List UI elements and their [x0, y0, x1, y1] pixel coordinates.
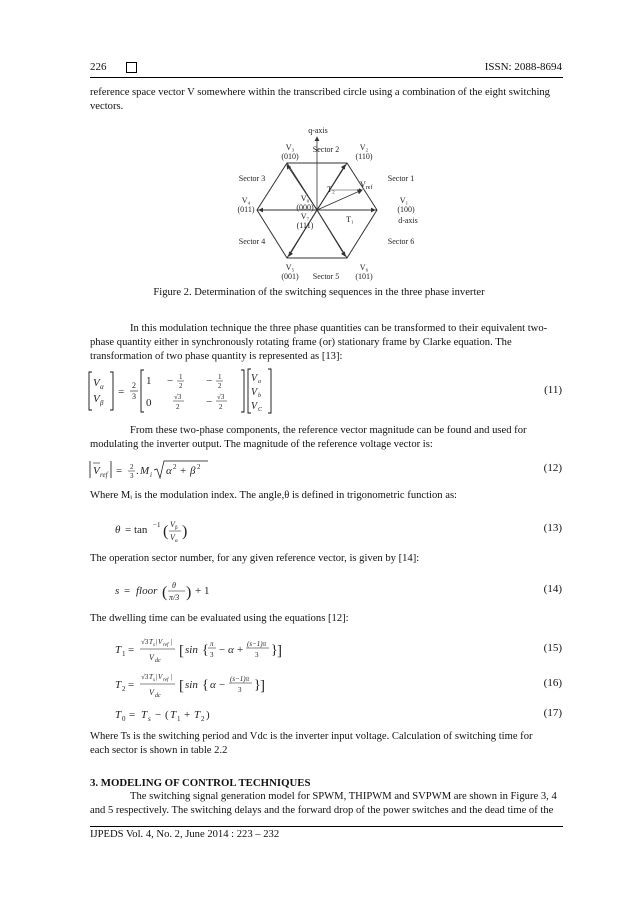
svg-text:=: = — [128, 644, 135, 656]
svg-text:2: 2 — [218, 382, 222, 390]
space-vector-hexagon-diagram — [225, 122, 435, 282]
svg-text:V: V — [93, 465, 100, 477]
svg-text:): ) — [186, 584, 192, 601]
svg-text:√3: √3 — [141, 673, 149, 681]
svg-text:3: 3 — [130, 472, 134, 480]
svg-text:(101): (101) — [355, 272, 373, 281]
eq15-number: (15) — [543, 642, 562, 654]
svg-text:3: 3 — [238, 686, 242, 694]
svg-text:−: − — [167, 375, 174, 387]
svg-text:V₂: V₂ — [359, 143, 369, 152]
svg-text:2: 2 — [201, 715, 205, 723]
svg-text:T: T — [149, 673, 153, 681]
svg-text:[: [ — [179, 643, 184, 659]
svg-text:α: α — [100, 383, 104, 391]
svg-text:(001): (001) — [281, 272, 299, 281]
svg-text:V₇: V₇ — [300, 212, 310, 221]
svg-text:T: T — [194, 709, 201, 721]
svg-text:=: = — [128, 679, 135, 691]
svg-text:1: 1 — [122, 650, 126, 658]
svg-text:0: 0 — [146, 397, 152, 409]
svg-text:|: | — [171, 673, 173, 681]
svg-text:3: 3 — [210, 651, 214, 659]
svg-text:Sector 2: Sector 2 — [312, 145, 340, 154]
svg-text:s: s — [115, 585, 120, 597]
page-number: 226 — [90, 61, 107, 73]
svg-text:|: | — [156, 638, 158, 646]
svg-text:θ: θ — [115, 524, 121, 536]
svg-text:π: π — [210, 640, 214, 648]
svg-text:(s−1)π: (s−1)π — [230, 675, 250, 683]
figure-caption: Figure 2. Determination of the switching sequences in the three phase inverter — [153, 287, 485, 298]
svg-text:1: 1 — [218, 373, 222, 381]
svg-text:α: α — [166, 465, 172, 477]
svg-text:dc: dc — [155, 693, 161, 699]
svg-text:= tan: = tan — [125, 524, 148, 536]
svg-text:2: 2 — [219, 403, 223, 411]
svg-text:V: V — [251, 401, 258, 412]
svg-text:β: β — [190, 465, 196, 477]
svg-text:−: − — [219, 679, 226, 691]
svg-text:β: β — [175, 526, 178, 531]
svg-text:Sector 1: Sector 1 — [387, 174, 415, 183]
svg-text:2: 2 — [176, 403, 180, 411]
svg-text:V₅: V₅ — [285, 263, 295, 272]
svg-text:+: + — [180, 465, 187, 477]
svg-text:2: 2 — [132, 381, 136, 390]
svg-text:): ) — [182, 523, 188, 540]
eq11-number: (11) — [544, 384, 562, 396]
svg-text:V: V — [251, 387, 258, 398]
svg-text:s: s — [148, 715, 151, 723]
paragraph-sector: The operation sector number, for any given reference vector, is given by [14]: — [90, 553, 420, 564]
svg-text:V₆: V₆ — [359, 263, 369, 272]
svg-text:V₁: V₁ — [399, 196, 409, 205]
svg-text:(100): (100) — [397, 205, 415, 214]
svg-text:V: V — [170, 520, 175, 529]
svg-text:]: ] — [260, 678, 265, 694]
svg-text:θ: θ — [172, 581, 176, 590]
vref-label: $V_{ref}$ — [360, 180, 373, 191]
svg-text:]: ] — [277, 643, 282, 659]
svg-text:(000): (000) — [296, 203, 314, 212]
svg-text:ref: ref — [163, 643, 169, 648]
svg-text:−1: −1 — [153, 521, 161, 529]
svg-text:−: − — [219, 644, 226, 656]
equation-16 — [115, 668, 305, 700]
paragraph-clarke: In this modulation technique the three phase quantities can be transformed to their equivalent two- phase quantity either in synchronously rotating frame (or) stationary frame by Clarke equation. The transformation of two phase quantity is represented as [13]: — [90, 323, 548, 362]
footer-rule — [90, 826, 563, 827]
svg-text:[: [ — [179, 678, 184, 694]
svg-text:V₀: V₀ — [300, 194, 310, 203]
svg-text:Sector 5: Sector 5 — [312, 272, 340, 281]
svg-text:V: V — [93, 393, 100, 405]
svg-text:−: − — [155, 709, 162, 721]
svg-text:0: 0 — [122, 715, 126, 723]
svg-text:T: T — [115, 644, 122, 656]
svg-text:β: β — [100, 399, 104, 407]
svg-text:T: T — [141, 709, 148, 721]
svg-text:2: 2 — [179, 382, 183, 390]
paragraph-angle: Where Mᵢ is the modulation index. The angle,θ is defined in trigonometric function as: — [90, 490, 458, 501]
equation-13 — [115, 515, 225, 545]
svg-text:Sector 3: Sector 3 — [238, 174, 266, 183]
svg-text:ref: ref — [163, 678, 169, 683]
svg-text:V: V — [158, 673, 163, 681]
issn: ISSN: 2088-8694 — [484, 61, 562, 73]
eq13-number: (13) — [543, 522, 562, 534]
paragraph-magnitude: From these two-phase components, the reference vector magnitude can be found and used for modulating the inverter output. The magnitude of the reference voltage vector is: — [90, 425, 527, 450]
svg-text:2: 2 — [122, 685, 126, 693]
svg-text:(: ( — [165, 709, 169, 721]
svg-text:{: { — [202, 643, 209, 658]
svg-text:π/3: π/3 — [169, 593, 180, 602]
svg-text:(011): (011) — [237, 205, 255, 214]
svg-text:sin: sin — [185, 644, 198, 656]
svg-text:|: | — [171, 638, 173, 646]
svg-text:s: s — [153, 643, 155, 648]
svg-text:α: α — [175, 539, 178, 544]
svg-text:.: . — [136, 465, 139, 477]
equation-15 — [115, 633, 305, 665]
svg-text:3: 3 — [255, 651, 259, 659]
svg-text:{: { — [202, 678, 209, 693]
svg-text:√3: √3 — [174, 393, 182, 401]
svg-text:=: = — [116, 465, 123, 477]
svg-text:V: V — [149, 688, 154, 697]
svg-text:T: T — [149, 638, 153, 646]
section-3-paragraph: The switching signal generation model for SPWM, THIPWM and SVPWM are shown in Figure 3, 4 and 5 respectively. The switching delays and the forward drop of the power switches and the dead time of the — [90, 791, 557, 816]
svg-text:+: + — [237, 644, 244, 656]
svg-text:sin: sin — [185, 679, 198, 691]
svg-text:(110): (110) — [355, 152, 373, 161]
svg-text:floor: floor — [136, 585, 158, 597]
svg-text:−: − — [206, 396, 213, 408]
svg-text:2: 2 — [197, 463, 201, 471]
svg-text:T: T — [115, 709, 122, 721]
paragraph-where-ts: Where Ts is the switching period and Vdc is the inverter input voltage. Calculation of switching time for each sector is shown in table 2.2 — [90, 731, 533, 756]
svg-text:V: V — [149, 653, 154, 662]
eq14-number: (14) — [543, 583, 562, 595]
header-rule — [90, 77, 563, 78]
svg-text:V₄: V₄ — [241, 196, 251, 205]
svg-text:}: } — [271, 643, 278, 658]
svg-text:V: V — [158, 638, 163, 646]
svg-text:1: 1 — [179, 373, 183, 381]
svg-text:=: = — [129, 709, 136, 721]
svg-text:(: ( — [163, 523, 169, 540]
svg-text:2: 2 — [173, 463, 177, 471]
svg-text:T₁: T₁ — [346, 215, 354, 224]
svg-text:s: s — [153, 678, 155, 683]
svg-text:(111): (111) — [296, 221, 314, 230]
svg-text:√3: √3 — [141, 638, 149, 646]
svg-text:−: − — [206, 375, 213, 387]
svg-text:α: α — [228, 644, 234, 656]
svg-text:b: b — [258, 393, 261, 399]
svg-text:T: T — [115, 679, 122, 691]
svg-text:a: a — [258, 379, 261, 385]
svg-text:√3: √3 — [217, 393, 225, 401]
svg-text:(: ( — [162, 584, 168, 601]
d-axis-label: d-axis — [398, 216, 418, 225]
svg-text:+ 1: + 1 — [195, 585, 210, 597]
svg-text:Sector 4: Sector 4 — [238, 237, 266, 246]
svg-text:3: 3 — [132, 392, 136, 401]
intro-paragraph: reference space vector V somewhere within the transcribed circle using a combination of the eight switching vectors. — [90, 87, 550, 112]
svg-text:(010): (010) — [281, 152, 299, 161]
svg-text:ref: ref — [100, 471, 108, 479]
svg-text:C: C — [258, 407, 263, 413]
equation-11 — [88, 368, 288, 414]
eq16-number: (16) — [543, 677, 562, 689]
svg-text:Sector 6: Sector 6 — [387, 237, 415, 246]
svg-text:V: V — [170, 533, 175, 542]
section-3-heading: 3. MODELING OF CONTROL TECHNIQUES — [90, 777, 311, 789]
svg-text:1: 1 — [146, 375, 152, 387]
equation-12 — [88, 458, 258, 482]
svg-text:V: V — [251, 373, 258, 384]
svg-text:V: V — [93, 377, 100, 389]
svg-text:T: T — [170, 709, 177, 721]
svg-text:T₂: T₂ — [327, 185, 335, 194]
eq17-number: (17) — [543, 707, 562, 719]
footer-citation: IJPEDS Vol. 4, No. 2, June 2014 : 223 – 232 — [90, 829, 280, 840]
svg-text:+: + — [184, 709, 191, 721]
svg-text:α: α — [210, 679, 216, 691]
eq12-number: (12) — [543, 462, 562, 474]
svg-text:}: } — [254, 678, 261, 693]
svg-text:1: 1 — [177, 715, 181, 723]
equation-17 — [115, 703, 265, 725]
equation-14 — [115, 576, 265, 606]
svg-text:i: i — [150, 471, 152, 479]
svg-text:): ) — [206, 709, 210, 721]
svg-text:M: M — [140, 465, 150, 477]
q-axis-label: q-axis — [308, 126, 328, 135]
svg-text:|: | — [156, 673, 158, 681]
checkbox-icon — [126, 62, 137, 73]
svg-text:(s−1)π: (s−1)π — [247, 640, 267, 648]
svg-text:V₃: V₃ — [285, 143, 295, 152]
svg-text:=: = — [118, 386, 125, 398]
paragraph-dwelling: The dwelling time can be evaluated using the equations [12]: — [90, 613, 349, 624]
svg-text:=: = — [124, 585, 131, 597]
svg-text:2: 2 — [130, 463, 134, 471]
svg-text:dc: dc — [155, 658, 161, 664]
